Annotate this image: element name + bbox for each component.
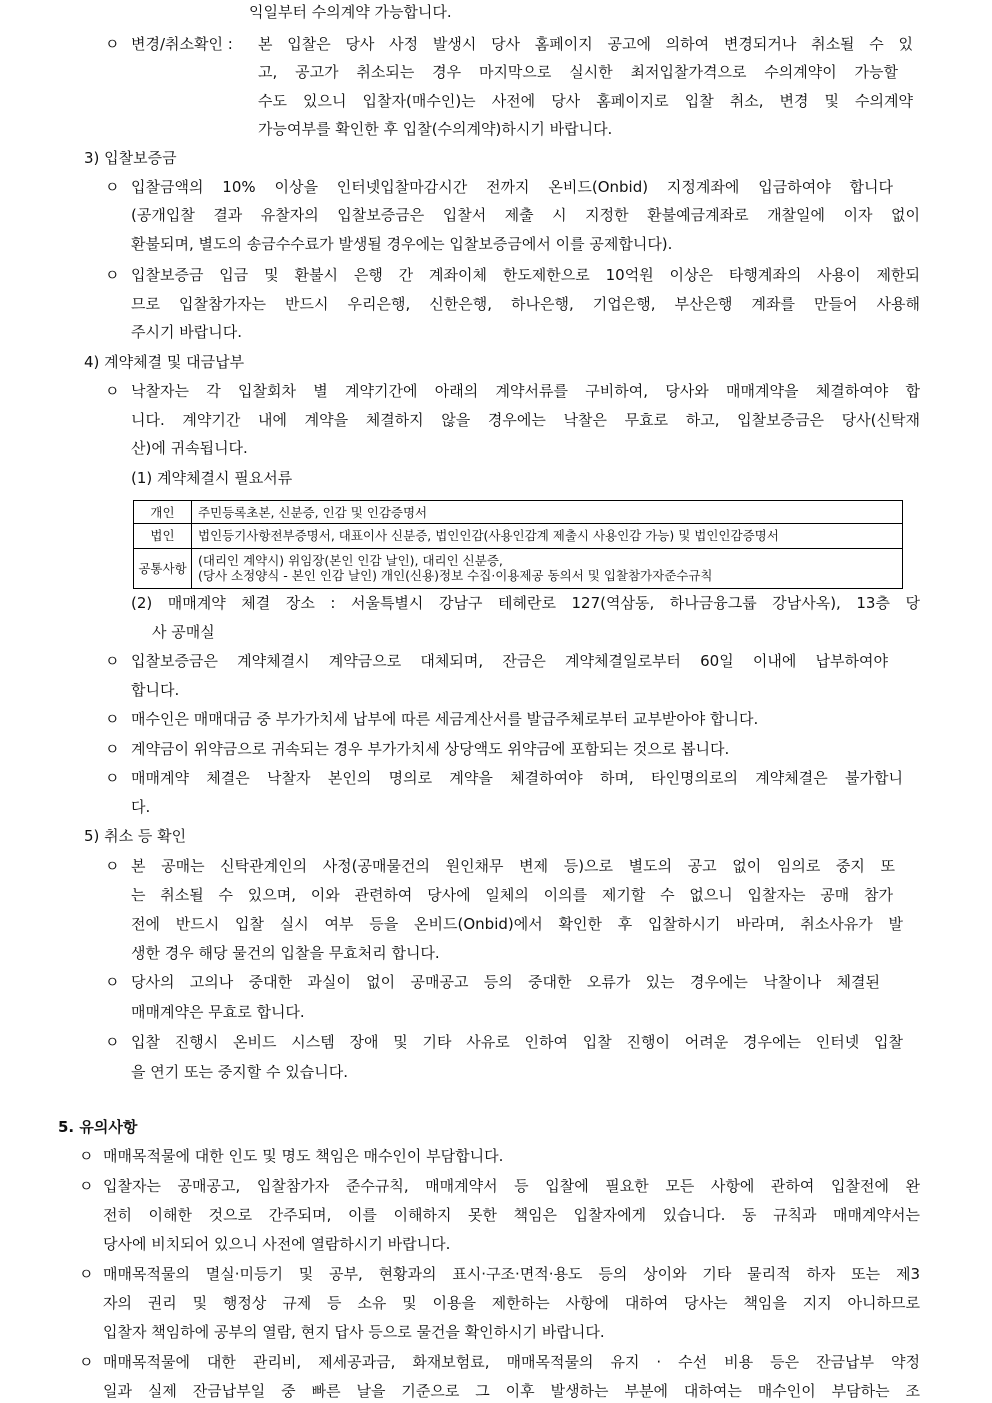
text-line: 생한 경우 해당 물건의 입찰을 무효처리 합니다. bbox=[131, 944, 440, 962]
text-line: 환불되며, 별도의 송금수수료가 발생될 경우에는 입찰보증금에서 이를 공제합니다). bbox=[131, 235, 673, 253]
text-line: (2) 매매계약 체결 장소 : 서울특별시 강남구 테헤란로 127(역삼동, 하나금융그룹 강남사옥), 13층 당 bbox=[131, 594, 920, 612]
bullet-marker: ㅇ bbox=[79, 1147, 94, 1165]
text-line: 입찰자는 공매공고, 입찰참가자 준수규칙, 매매계약서 등 입찰에 필요한 모든 사항에 관하여 입찰전에 완 bbox=[103, 1177, 920, 1195]
text-line: 사 공매실 bbox=[152, 623, 215, 641]
section-heading: 5) 취소 등 확인 bbox=[84, 827, 187, 845]
text-line: 다. bbox=[131, 798, 151, 816]
text-line: 본 공매는 신탁관계인의 사정(공매물건의 원인채무 변제 등)으로 별도의 공고 없이 임의로 중지 또 bbox=[131, 857, 895, 875]
text-line: 매매목적물의 멸실·미등기 및 공부, 현황과의 표시·구조·면적·용도 등의 상이와 기타 물리적 하자 또는 제3 bbox=[103, 1265, 920, 1283]
text-line: 산)에 귀속됩니다. bbox=[131, 439, 248, 457]
bullet-marker: ㅇ bbox=[79, 1265, 94, 1283]
change-cancel-label: 변경/취소확인 : bbox=[131, 35, 233, 53]
text-line: 입찰보증금은 계약체결시 계약금으로 대체되며, 잔금은 계약체결일로부터 60일 이내에 납부하여야 bbox=[131, 652, 888, 670]
bullet-marker: ㅇ bbox=[105, 1033, 120, 1051]
bullet-marker: ㅇ bbox=[105, 35, 120, 53]
text-line: 익일부터 수의계약 가능합니다. bbox=[249, 3, 452, 21]
section-heading: 4) 계약체결 및 대금납부 bbox=[84, 353, 245, 371]
table-row bbox=[134, 501, 903, 524]
text-line: (공개입찰 결과 유찰자의 입찰보증금은 입찰서 제출 시 지정한 환불예금계좌로 개찰일에 이자 없이 bbox=[131, 206, 920, 224]
text-line: 매수인은 매매대금 중 부가가치세 납부에 따른 세금계산서를 발급주체로부터 교부받아야 합니다. bbox=[131, 710, 759, 728]
text-line: 는 취소될 수 있으며, 이와 관련하여 당사에 일체의 이의를 제기할 수 없으니 입찰자는 공매 참가 bbox=[131, 886, 893, 904]
text-line: 자의 권리 및 행정상 규제 등 소유 및 이용을 제한하는 사항에 대하여 당사는 책임을 지지 아니하므로 bbox=[103, 1294, 920, 1312]
text-line: 전에 반드시 입찰 실시 여부 등을 온비드(Onbid)에서 확인한 후 입찰하시기 바라며, 취소사유가 발 bbox=[131, 915, 903, 933]
bullet-marker: ㅇ bbox=[79, 1177, 94, 1195]
text-line: 매매계약 체결은 낙찰자 본인의 명의로 계약을 체결하여야 하며, 타인명의로의 계약체결은 불가합니 bbox=[131, 769, 903, 787]
text-line: 매매계약은 무효로 합니다. bbox=[131, 1003, 305, 1021]
bullet-marker: ㅇ bbox=[105, 973, 120, 991]
text-line: 니다. 계약기간 내에 계약을 체결하지 않을 경우에는 낙찰은 무효로 하고, 입찰보증금은 당사(신탁재 bbox=[131, 411, 920, 429]
text-line: 낙찰자는 각 입찰회차 별 계약기간에 아래의 계약서류를 구비하여, 당사와 매매계약을 체결하여야 합 bbox=[131, 382, 920, 400]
text-line: 주시기 바랍니다. bbox=[131, 323, 242, 341]
text-line: 일과 실제 잔금납부일 중 빠른 날을 기준으로 그 이후 발생하는 부분에 대하여는 매수인이 부담하는 조 bbox=[103, 1382, 920, 1400]
bullet-marker: ㅇ bbox=[105, 710, 120, 728]
text-line: 계약금이 위약금으로 귀속되는 경우 부가가치세 상당액도 위약금에 포함되는 것으로 봅니다. bbox=[131, 740, 730, 758]
text-line: 입찰자 책임하에 공부의 열람, 현지 답사 등으로 물건을 확인하시기 바랍니다. bbox=[103, 1323, 605, 1341]
text-line: 전히 이해한 것으로 간주되며, 이를 이해하지 못한 책임은 입찰자에게 있습니다. 동 규칙과 매매계약서는 bbox=[103, 1206, 920, 1224]
table-row bbox=[134, 548, 903, 588]
section-heading: 3) 입찰보증금 bbox=[84, 149, 177, 167]
text-line: 입찰금액의 10% 이상을 인터넷입찰마감시간 전까지 온비드(Onbid) 지정계좌에 입금하여야 합니다 bbox=[131, 178, 893, 196]
text-line: 매매목적물에 대한 인도 및 명도 책임은 매수인이 부담합니다. bbox=[103, 1147, 504, 1165]
text-line: 므로 입찰참가자는 반드시 우리은행, 신한은행, 하나은행, 기업은행, 부산은행 계좌를 만들어 사용해 bbox=[131, 295, 920, 313]
table-row bbox=[134, 524, 903, 548]
bullet-marker: ㅇ bbox=[105, 178, 120, 196]
text-line: 본 입찰은 당사 사정 발생시 당사 홈페이지 공고에 의하여 변경되거나 취소될 수 있 bbox=[258, 35, 913, 53]
text-line: 가능여부를 확인한 후 입찰(수의계약)하시기 바랍니다. bbox=[258, 120, 613, 138]
doc-list-cell bbox=[192, 548, 903, 588]
section-title: 5. 유의사항 bbox=[58, 1118, 138, 1136]
doc-type-cell: 개인 bbox=[134, 501, 192, 524]
bullet-marker: ㅇ bbox=[105, 266, 120, 284]
text-line: 매매목적물에 대한 관리비, 제세공과금, 화재보험료, 매매목적물의 유지 · 수선 비용 등은 잔금납부 약정 bbox=[103, 1353, 920, 1371]
text-line: 합니다. bbox=[131, 681, 180, 699]
text-line: 수도 있으니 입찰자(매수인)는 사전에 당사 홈페이지로 입찰 취소, 변경 및 수의계약 bbox=[258, 92, 913, 110]
bullet-marker: ㅇ bbox=[105, 382, 120, 400]
doc-type-cell: 법인 bbox=[134, 524, 192, 548]
bullet-marker: ㅇ bbox=[79, 1353, 94, 1371]
text-line: 당사에 비치되어 있으니 사전에 열람하시기 바랍니다. bbox=[103, 1235, 451, 1253]
doc-list-line: (당사 소정양식 - 본인 인감 날인) 개인(신용)정보 수집·이용제공 동의서 및 입찰참가자준수규칙 bbox=[198, 568, 713, 584]
bullet-marker: ㅇ bbox=[105, 652, 120, 670]
text-line: 을 연기 또는 중지할 수 있습니다. bbox=[131, 1063, 348, 1081]
doc-list-cell: 주민등록초본, 신분증, 인감 및 인감증명서 bbox=[192, 501, 903, 524]
bullet-marker: ㅇ bbox=[105, 857, 120, 875]
doc-type-cell: 공통사항 bbox=[134, 548, 192, 588]
doc-list-line: (대리인 계약시) 위임장(본인 인감 날인), 대리인 신분증, bbox=[198, 553, 503, 569]
text-line: 입찰 진행시 온비드 시스템 장애 및 기타 사유로 인하여 입찰 진행이 어려운 경우에는 인터넷 입찰 bbox=[131, 1033, 903, 1051]
bullet-marker: ㅇ bbox=[105, 740, 120, 758]
text-line: 당사의 고의나 중대한 과실이 없이 공매공고 등의 중대한 오류가 있는 경우에는 낙찰이나 체결된 bbox=[131, 973, 880, 991]
docs-title: (1) 계약체결시 필요서류 bbox=[131, 469, 293, 487]
text-line: 고, 공고가 취소되는 경우 마지막으로 실시한 최저입찰가격으로 수의계약이 가능할 bbox=[258, 63, 898, 81]
doc-list-cell: 법인등기사항전부증명서, 대표이사 신분증, 법인인감(사용인감계 제출시 사용인감 가능) 및 법인인감증명서 bbox=[192, 524, 903, 548]
text-line: 입찰보증금 입금 및 환불시 은행 간 계좌이체 한도제한으로 10억원 이상은 타행계좌의 사용이 제한되 bbox=[131, 266, 920, 284]
required-documents-table bbox=[133, 500, 903, 589]
bullet-marker: ㅇ bbox=[105, 769, 120, 787]
